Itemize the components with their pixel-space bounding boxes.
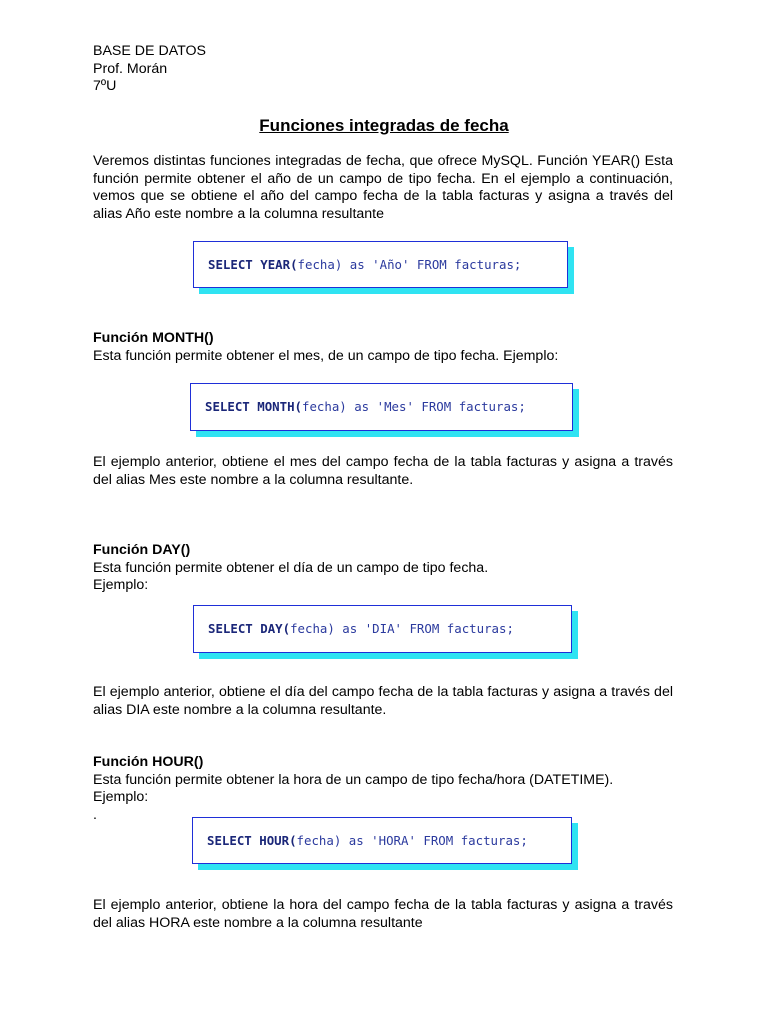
section-description: Esta función permite obtener el mes, de un campo de tipo fecha. Ejemplo: — [93, 347, 559, 364]
sql-alias: 'HORA' — [371, 833, 416, 848]
course-name: BASE DE DATOS — [93, 43, 207, 59]
sql-function: HOUR( — [259, 833, 297, 848]
sql-table: facturas; — [446, 257, 522, 272]
section-heading: Función DAY() — [93, 542, 191, 558]
sql-as: as — [346, 399, 377, 414]
intro-paragraph: Veremos distintas funciones integradas de fecha, que ofrece MySQL. Función YEAR() Esta función permite obtener el año de un campo de tipo fecha. En el ejemplo a continuación, vemos que se obtiene el año del campo fecha de la tabla facturas y asigna a través del alias Año este nombre a la columna resultante — [93, 153, 673, 222]
sql-keyword: SELECT — [208, 257, 253, 272]
sql-keyword: FROM — [409, 257, 447, 272]
sql-keyword: FROM — [413, 399, 452, 414]
section-month — [93, 330, 673, 365]
example-label: Ejemplo: — [93, 789, 149, 806]
code-year — [208, 258, 521, 272]
sql-as: as — [334, 621, 365, 636]
sql-function: YEAR( — [260, 257, 298, 272]
sql-keyword: SELECT — [208, 621, 253, 636]
section-heading: Función HOUR() — [93, 754, 204, 770]
sql-table: facturas; — [453, 833, 528, 848]
code-hour — [207, 834, 528, 848]
professor-name: Prof. Morán — [93, 60, 168, 77]
class-group: 7ºU — [93, 78, 117, 95]
day-explanation: El ejemplo anterior, obtiene el día del campo fecha de la tabla facturas y asigna a través del alias DIA este nombre a la columna resultante. — [93, 684, 673, 718]
code-box-month — [190, 383, 573, 431]
month-explanation: El ejemplo anterior, obtiene el mes del campo fecha de la tabla facturas y asigna a través del alias Mes este nombre a la columna resultante. — [93, 454, 673, 488]
sql-table: facturas; — [439, 621, 514, 636]
sql-argument: fecha) — [297, 257, 343, 272]
sql-keyword: FROM — [415, 833, 454, 848]
sql-as: as — [342, 257, 373, 272]
sql-alias: 'Año' — [372, 257, 410, 272]
sql-alias: 'Mes' — [376, 399, 414, 414]
section-hour — [93, 754, 673, 824]
code-box-day — [193, 605, 572, 653]
sql-argument: fecha) — [296, 833, 342, 848]
sql-alias: 'DIA' — [364, 621, 402, 636]
sql-keyword: SELECT — [207, 833, 252, 848]
section-description: Esta función permite obtener el día de un campo de tipo fecha. — [93, 559, 489, 576]
sql-as: as — [341, 833, 372, 848]
section-description: Esta función permite obtener la hora de un campo de tipo fecha/hora (DATETIME). — [93, 771, 614, 788]
sql-keyword: FROM — [402, 621, 440, 636]
document-header — [93, 43, 673, 96]
sql-keyword: SELECT — [205, 399, 250, 414]
page-title: Funciones integradas de fecha — [259, 116, 509, 135]
sql-table: facturas; — [451, 399, 526, 414]
code-month — [205, 400, 526, 414]
code-box-year — [193, 241, 568, 288]
code-day — [208, 622, 514, 636]
hour-explanation: El ejemplo anterior, obtiene la hora del campo fecha de la tabla facturas y asigna a través del alias HORA este nombre a la columna resultante — [93, 897, 673, 931]
section-heading: Función MONTH() — [93, 330, 214, 346]
code-box-hour — [192, 817, 572, 864]
example-label: Ejemplo: — [93, 577, 149, 594]
sql-function: DAY( — [260, 621, 291, 636]
sql-function: MONTH( — [257, 399, 302, 414]
section-day — [93, 542, 673, 595]
stray-dot: . — [93, 806, 97, 823]
sql-argument: fecha) — [290, 621, 335, 636]
sql-argument: fecha) — [302, 399, 347, 414]
